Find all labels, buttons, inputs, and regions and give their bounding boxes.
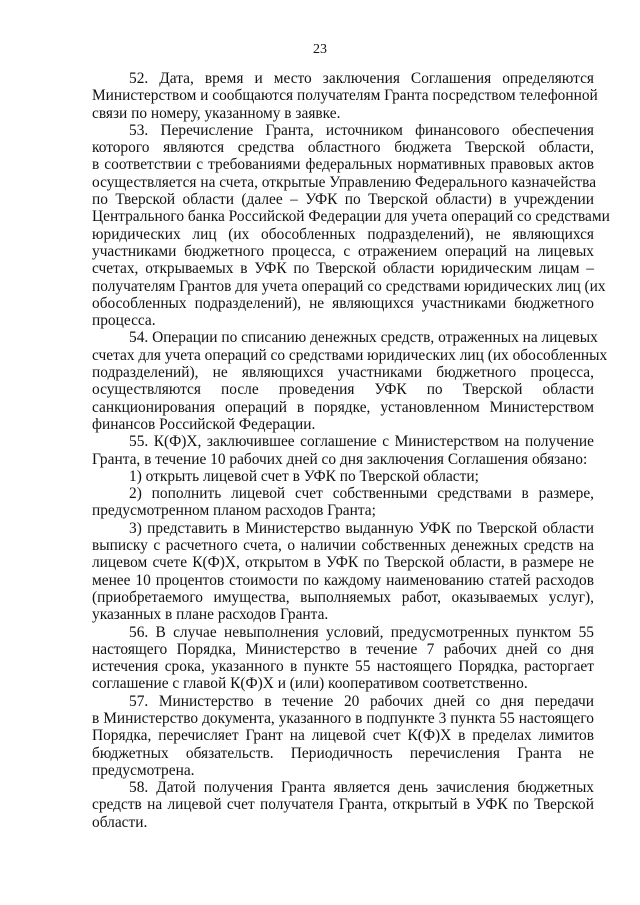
text-line: настоящего Порядка, Министерство в течение 7 рабочих дней со дня bbox=[92, 640, 594, 658]
text-line: в соответствии с требованиями федеральных нормативных правовых актов bbox=[92, 156, 594, 174]
text-line: 53. Перечисление Гранта, источником финансового обеспечения bbox=[129, 121, 594, 139]
text-line: в Министерство документа, указанного в подпункте 3 пункта 55 настоящего bbox=[92, 709, 594, 727]
document-body bbox=[92, 70, 610, 831]
text-line: (приобретаемого имущества, выполняемых работ, оказываемых услуг), bbox=[92, 588, 594, 606]
text-line: выписку с расчетного счета, о наличии собственных денежных средств на bbox=[92, 537, 594, 555]
text-line: 1) открыть лицевой счет в УФК по Тверской области; bbox=[129, 467, 479, 485]
paragraph-p55-3 bbox=[92, 520, 594, 624]
text-line: 55. К(Ф)Х, заключившее соглашение с Министерством на получение bbox=[129, 433, 594, 451]
text-line: указанных в плане расходов Гранта. bbox=[92, 606, 329, 624]
text-line: юридических лиц (их обособленных подразделений), не являющихся bbox=[92, 225, 594, 243]
text-line: Центрального банка Российской Федерации для учета операций со средствами bbox=[92, 208, 610, 226]
text-line: 54. Операции по списанию денежных средств, отраженных на лицевых bbox=[129, 329, 598, 347]
text-line: средств на лицевой счет получателя Гранта, открытый в УФК по Тверской bbox=[92, 796, 594, 814]
paragraph-p54 bbox=[92, 329, 608, 433]
text-line: Гранта, в течение 10 рабочих дней со дня заключения Соглашения обязано: bbox=[92, 450, 588, 468]
text-line: 58. Датой получения Гранта является день зачисления бюджетных bbox=[129, 779, 594, 797]
text-line: обособленных подразделений), не являющихся участниками бюджетного bbox=[92, 294, 594, 312]
text-line: истечения срока, указанного в пункте 55 настоящего Порядка, расторгает bbox=[92, 658, 594, 676]
text-line: Порядка, перечисляет Грант на лицевой счет К(Ф)Х в пределах лимитов bbox=[92, 727, 594, 745]
text-line: финансов Российской Федерации. bbox=[92, 415, 316, 433]
text-line: 2) пополнить лицевой счет собственными средствами в размере, bbox=[129, 485, 594, 503]
page-number: 23 bbox=[313, 42, 327, 57]
text-line: Министерством и сообщаются получателям Гранта посредством телефонной bbox=[92, 87, 598, 105]
paragraph-p56 bbox=[92, 624, 594, 693]
text-line: бюджетных обязательств. Периодичность перечисления Гранта не bbox=[92, 744, 594, 762]
text-line: 52. Дата, время и место заключения Соглашения определяются bbox=[129, 70, 594, 87]
paragraph-p55-2 bbox=[92, 485, 594, 520]
text-line: осуществляются после проведения УФК по Тверской области bbox=[92, 381, 594, 399]
paragraph-p52 bbox=[92, 70, 598, 122]
text-line: получателям Грантов для учета операций со средствами юридических лиц (их bbox=[92, 277, 606, 295]
text-line: санкционирования операций в порядке, установленном Министерством bbox=[92, 398, 594, 416]
text-line: осуществляется на счета, открытые Управлению Федерального казначейства bbox=[92, 173, 597, 191]
paragraph-p55 bbox=[92, 433, 594, 468]
text-line: счетах, открываемых в УФК по Тверской области юридическим лицам – bbox=[92, 260, 594, 278]
text-line: 3) представить в Министерство выданную УФК по Тверской области bbox=[129, 519, 594, 537]
paragraph-p53 bbox=[92, 121, 610, 330]
text-line: предусмотрена. bbox=[92, 761, 195, 779]
text-line: 56. В случае невыполнения условий, предусмотренных пунктом 55 bbox=[129, 623, 594, 641]
text-line: соглашение с главой К(Ф)Х и (или) кооперативом соответственно. bbox=[92, 675, 528, 693]
text-line: области. bbox=[92, 813, 148, 831]
paragraph-p57 bbox=[92, 693, 594, 779]
text-line: которого являются средства областного бюджета Тверской области, bbox=[92, 139, 594, 157]
paragraph-p58 bbox=[92, 779, 594, 831]
text-line: менее 10 процентов стоимости по каждому наименованию статей расходов bbox=[92, 571, 594, 589]
text-line: участниками бюджетного процесса, с отражением операций на лицевых bbox=[92, 242, 594, 260]
text-line: счетах для учета операций со средствами юридических лиц (их обособленных bbox=[92, 346, 608, 364]
paragraph-p55-1 bbox=[92, 468, 594, 485]
text-line: подразделений), не являющихся участниками бюджетного процесса, bbox=[92, 364, 594, 382]
text-line: 57. Министерство в течение 20 рабочих дней со дня передачи bbox=[129, 692, 594, 710]
text-line: связи по номеру, указанному в заявке. bbox=[92, 104, 341, 122]
text-line: лицевом счете К(Ф)Х, открытом в УФК по Тверской области, в размере не bbox=[92, 554, 594, 572]
text-line: по Тверской области (далее – УФК по Тверской области) в учреждении bbox=[92, 191, 594, 209]
text-line: предусмотренном планом расходов Гранта; bbox=[92, 502, 376, 520]
text-line: процесса. bbox=[92, 312, 156, 330]
